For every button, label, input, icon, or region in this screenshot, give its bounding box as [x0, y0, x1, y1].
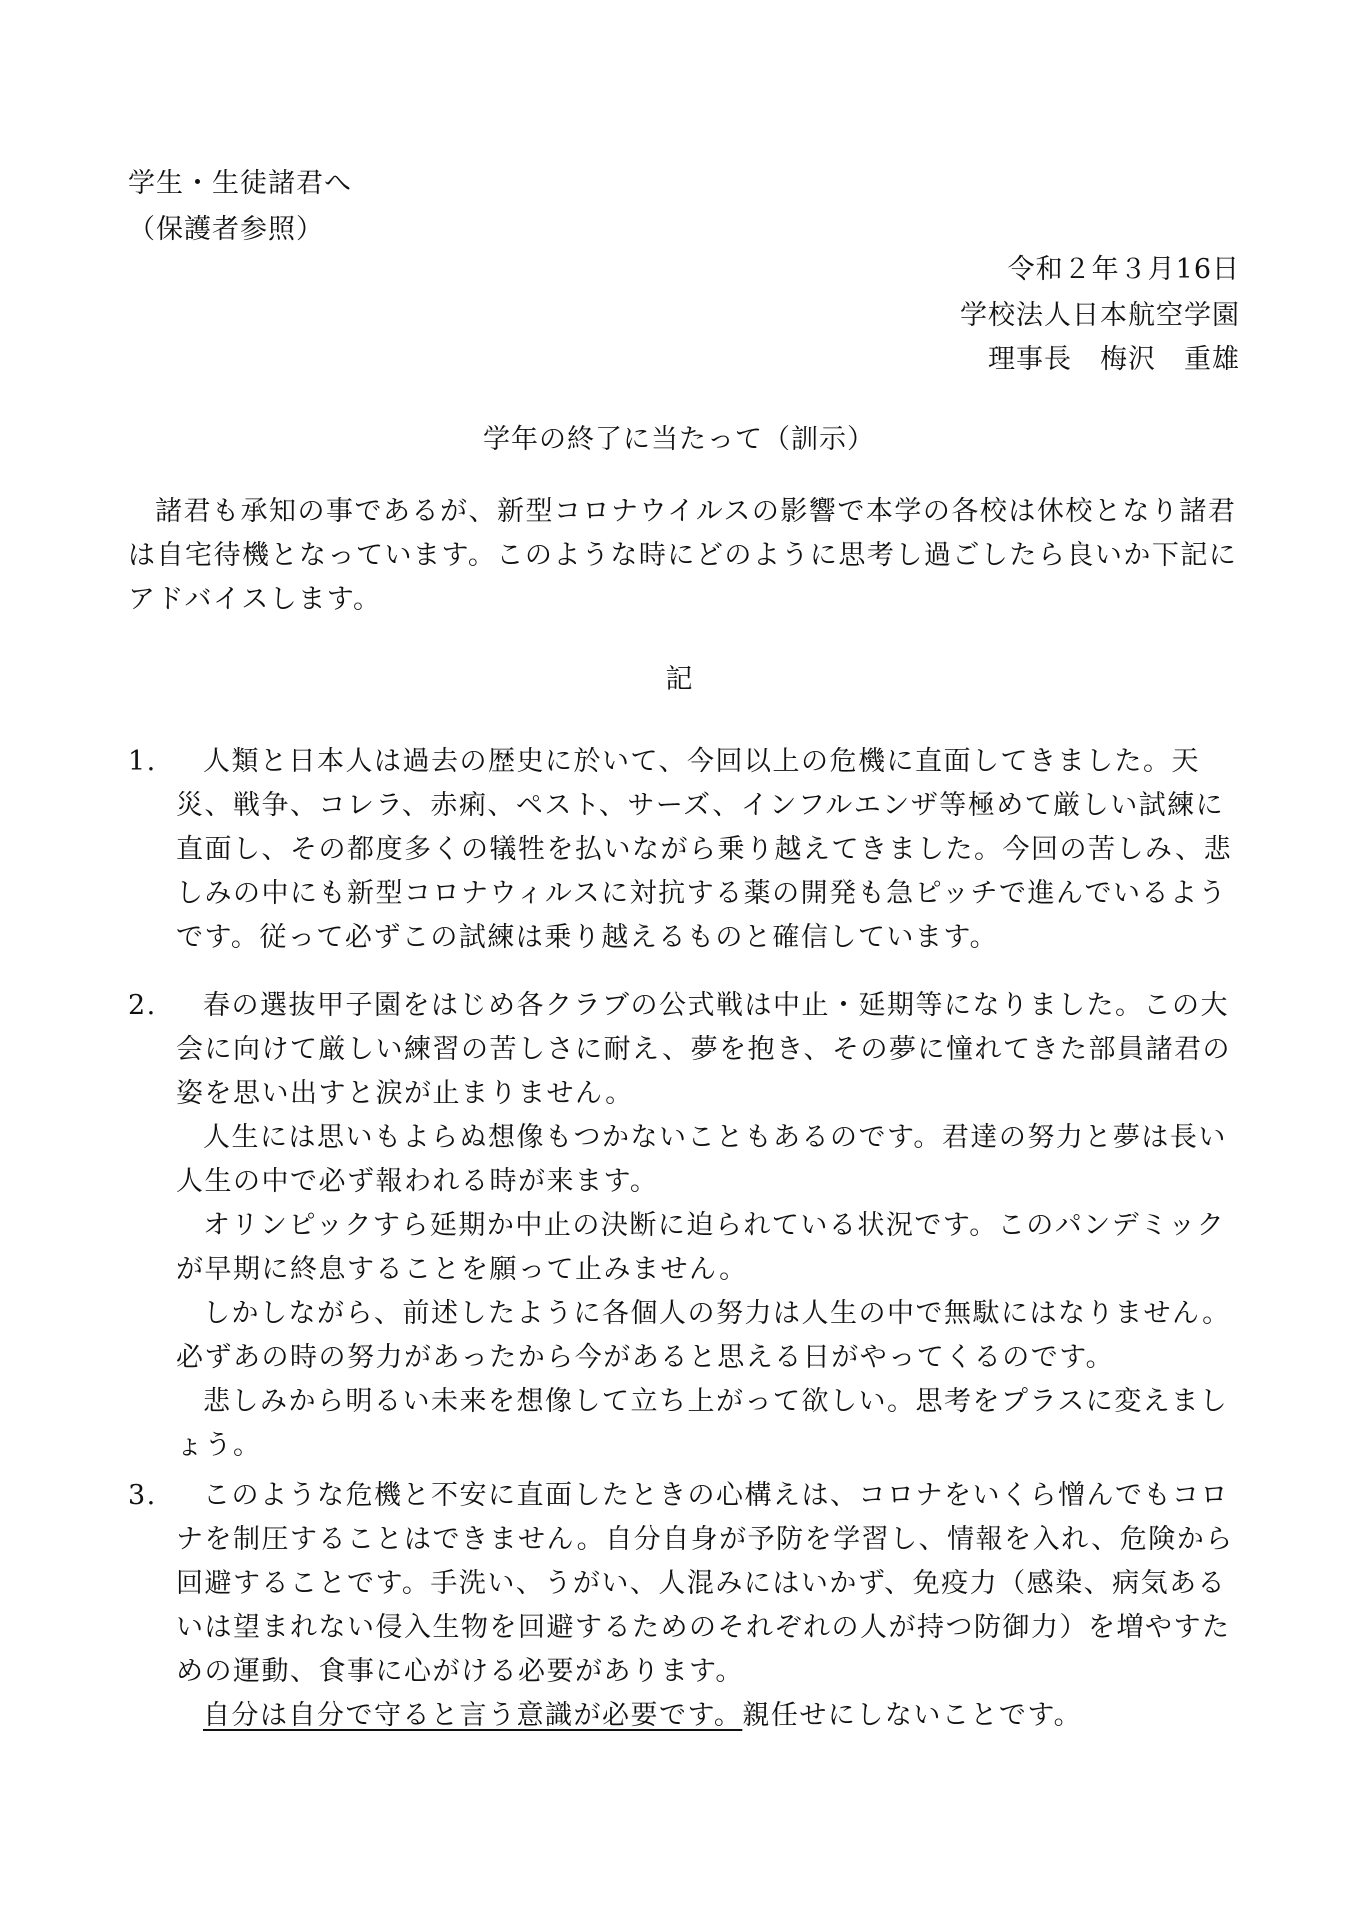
letter-date: 令和２年３月16日 — [1007, 254, 1240, 285]
list-item-2 — [128, 984, 1248, 1468]
cc-note: （保護者参照） — [128, 214, 324, 245]
item-number: 3. — [128, 1480, 157, 1511]
organization-name: 学校法人日本航空学園 — [960, 300, 1240, 331]
item-paragraph: オリンピックすら延期か中止の決断に迫られている状況です。このパンデミックが早期に終息することを願って止みません。 — [176, 1210, 1226, 1285]
ki-heading: 記 — [665, 664, 693, 695]
item-body — [176, 984, 1248, 1468]
list-item-3 — [128, 1474, 1248, 1738]
list-item-1 — [128, 740, 1248, 960]
item-number: 2. — [128, 990, 157, 1021]
item-paragraph: 春の選抜甲子園をはじめ各クラブの公式戦は中止・延期等になりました。この大会に向けて厳しい練習の苦しさに耐え、夢を抱き、その夢に憧れてきた部員諸君の姿を思い出すと涙が止まりません。 — [176, 990, 1232, 1109]
item-paragraph: しかしながら、前述したように各個人の努力は人生の中で無駄にはなりません。必ずあの時の努力があったから今があると思える日がやってくるのです。 — [176, 1298, 1231, 1373]
item-number: 1. — [128, 746, 157, 777]
signer-name: 理事長 梅沢 重雄 — [988, 344, 1240, 375]
item-paragraph: このような危機と不安に直面したときの心構えは、コロナをいくら憎んでもコロナを制圧することはできません。自分自身が予防を学習し、情報を入れ、危険から回避することです。手洗い、うがい、人混みにはいかず、免疫力（感染、病気あるいは望まれない侵入生物を回避するためのそれぞれの人が持つ防御力）を増やすための運動、食事に心がける必要があります。 — [176, 1480, 1234, 1687]
intro-paragraph — [128, 490, 1240, 622]
item-paragraph: 悲しみから明るい未来を想像して立ち上がって欲しい。思考をプラスに変えましょう。 — [176, 1386, 1229, 1461]
addressee: 学生・生徒諸君へ — [128, 168, 352, 199]
item-body — [176, 740, 1248, 960]
item-body — [176, 1474, 1248, 1738]
closing-statement: 親任せにしないことです。 — [742, 1700, 1083, 1731]
underlined-statement: 自分は自分で守ると言う意識が必要です。 — [203, 1700, 743, 1731]
item-paragraph: 人類と日本人は過去の歴史に於いて、今回以上の危機に直面してきました。天災、戦争、コレラ、赤痢、ペスト、サーズ、インフルエンザ等極めて厳しい試練に直面し、その都度多くの犠牲を払いながら乗り越えてきました。今回の苦しみ、悲しみの中にも新型コロナウィルスに対抗する薬の開発も急ピッチで進んでいるようです。従って必ずこの試練は乗り越えるものと確信しています。 — [176, 746, 1233, 953]
intro-text: 諸君も承知の事であるが、新型コロナウイルスの影響で本学の各校は休校となり諸君は自宅待機となっています。このような時にどのように思考し過ごしたら良いか下記にアドバイスします。 — [128, 496, 1238, 615]
document-title: 学年の終了に当たって（訓示） — [483, 424, 875, 455]
closing-line — [176, 1694, 1248, 1738]
item-paragraph: 人生には思いもよらぬ想像もつかないこともあるのです。君達の努力と夢は長い人生の中で必ず報われる時が来ます。 — [176, 1122, 1227, 1197]
